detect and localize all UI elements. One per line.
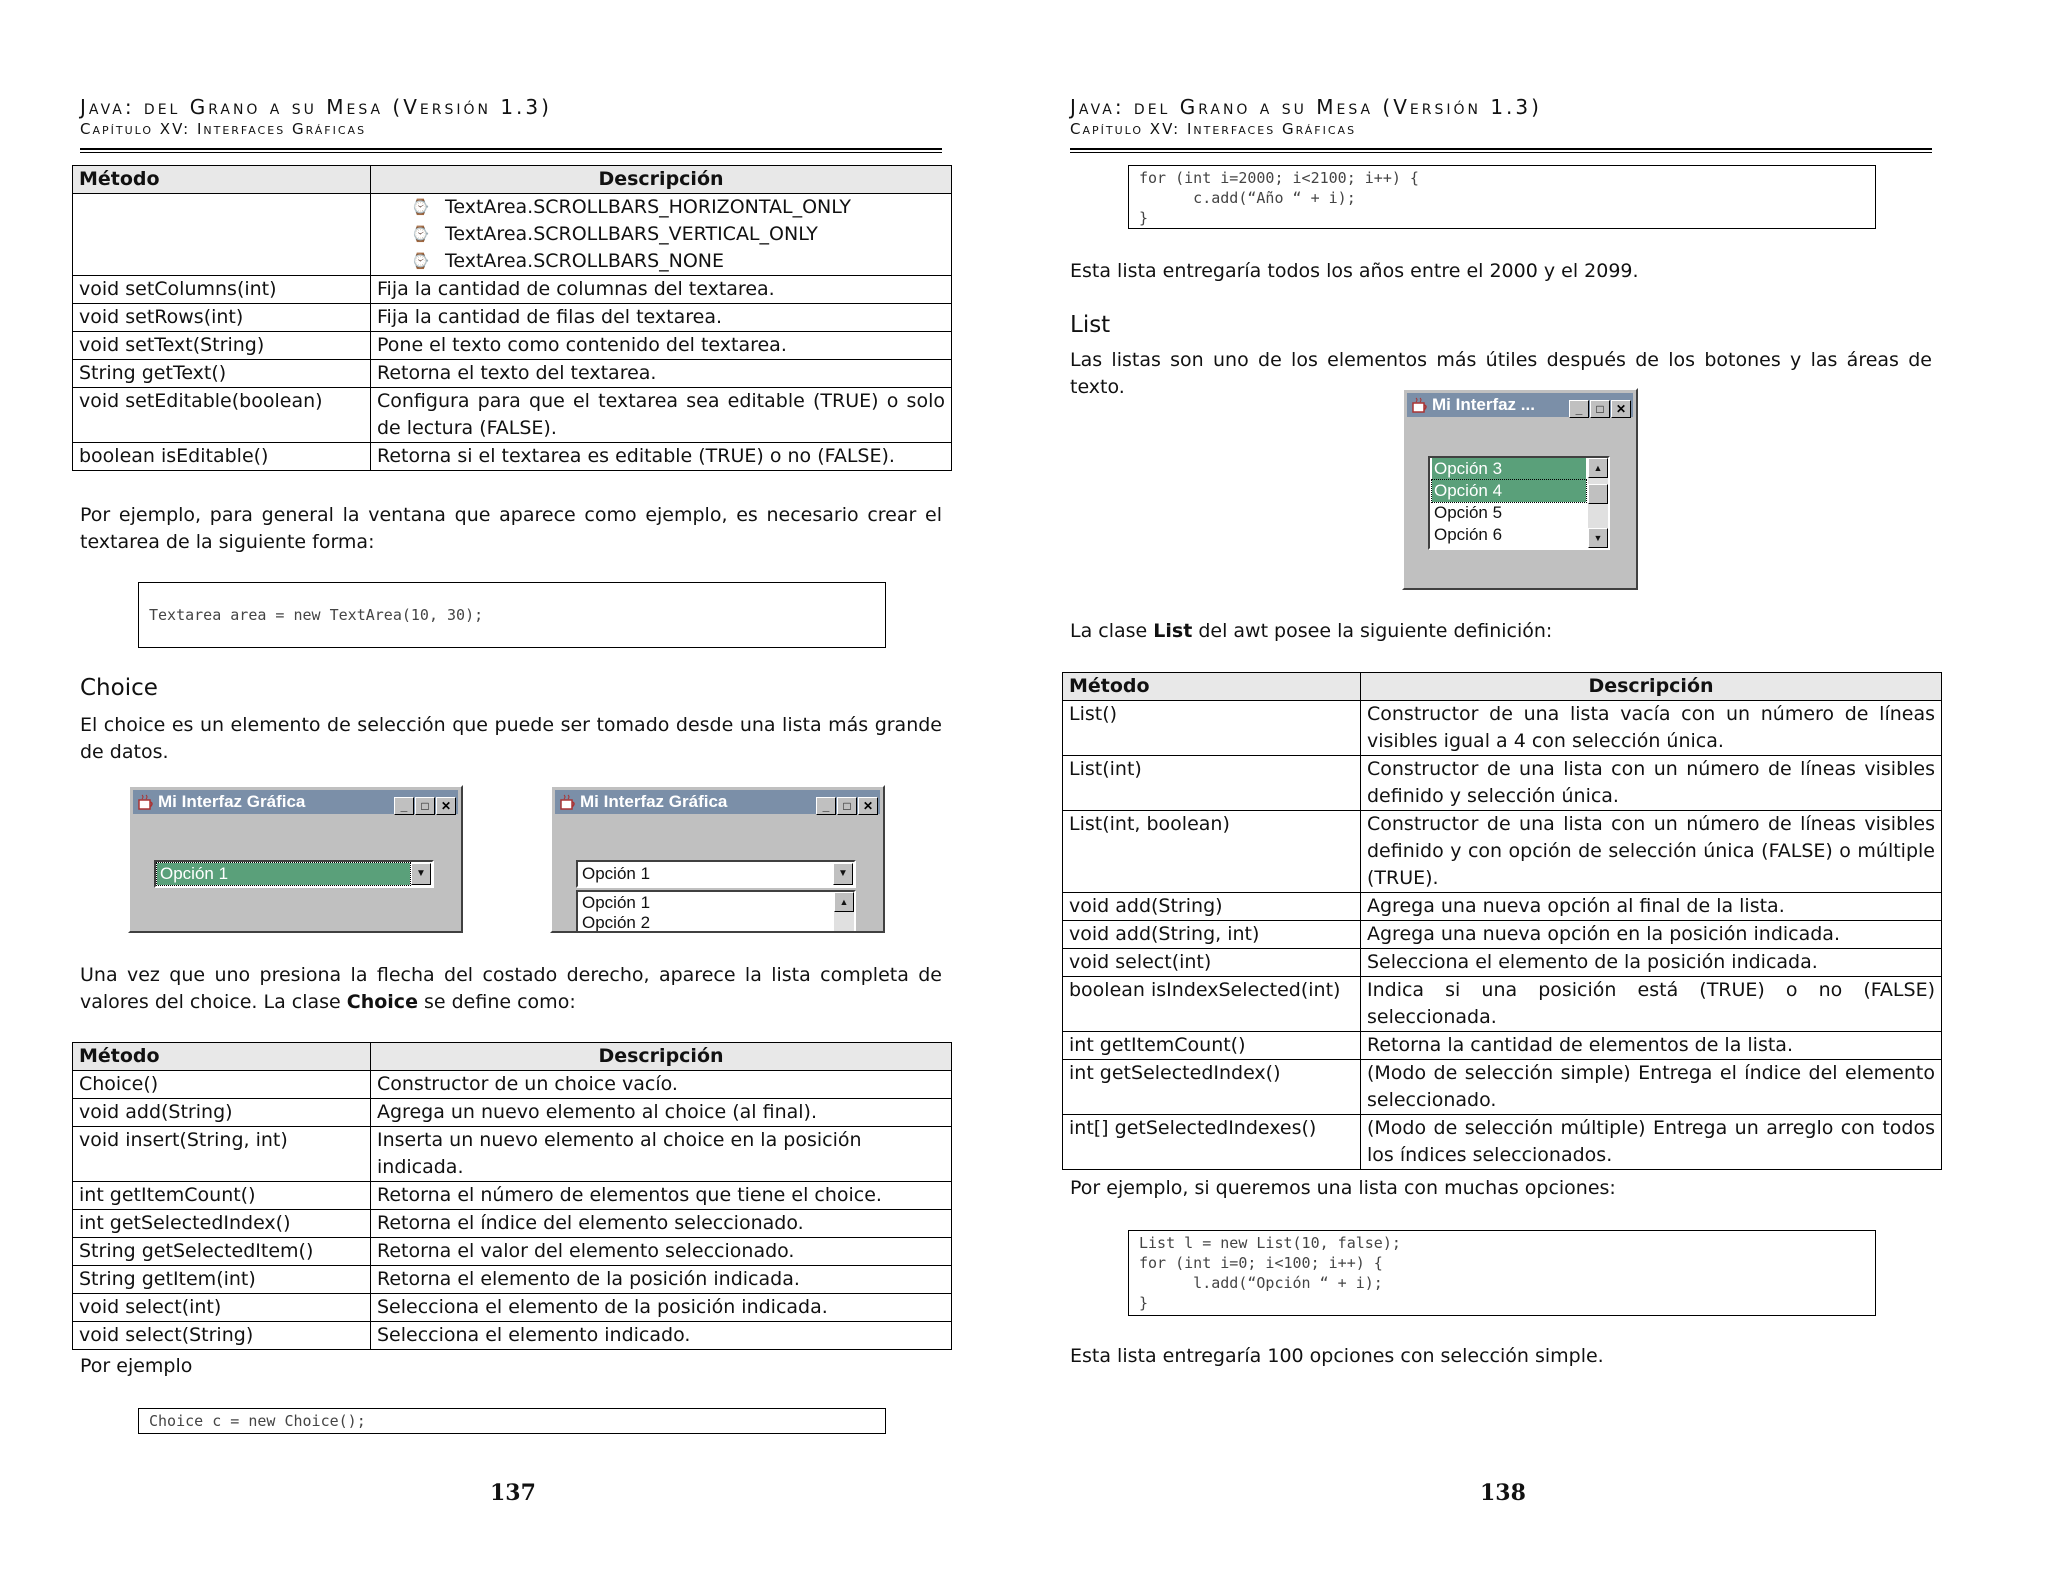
book-title: Java: del Grano a su Mesa (Versión 1.3) — [1070, 95, 1542, 119]
chevron-down-icon[interactable]: ▼ — [411, 863, 431, 885]
list-item[interactable]: Opción 6 — [1434, 525, 1503, 544]
table-row: int getSelectedIndex() Retorna el índice del elemento seleccionado. — [73, 1210, 952, 1238]
list-methods-table — [1062, 672, 1942, 1170]
header-rule — [1070, 148, 1932, 153]
table-row: void setText(String) Pone el texto como contenido del textarea. — [73, 332, 952, 360]
table-head-description: Descripción — [1361, 673, 1942, 701]
table-row: int getItemCount() Retorna el número de elementos que tiene el choice. — [73, 1182, 952, 1210]
scrollbar-constants-list — [377, 194, 945, 275]
choice-dropdown[interactable] — [154, 860, 434, 888]
table-row: void insert(String, int) Inserta un nuevo elemento al choice en la posición indicada. — [73, 1127, 952, 1182]
chapter-title: Capítulo XV: Interfaces Gráficas — [1070, 120, 1357, 138]
list-item: ⌚ TextArea.SCROLLBARS_VERTICAL_ONLY — [445, 221, 945, 248]
page-number: 137 — [490, 1480, 536, 1506]
chevron-down-icon[interactable]: ▼ — [833, 863, 853, 885]
list-item[interactable]: Opción 3 — [1432, 458, 1586, 480]
close-icon[interactable]: ✕ — [858, 797, 878, 815]
table-row: boolean isEditable() Retorna si el textarea es editable (TRUE) o no (FALSE). — [73, 443, 952, 471]
table-row: int getItemCount() Retorna la cantidad de elementos de la lista. — [1063, 1032, 1942, 1060]
paragraph: Esta lista entregaría 100 opciones con selección simple. — [1070, 1345, 1604, 1367]
list-item[interactable]: Opción 1 — [582, 893, 651, 912]
chevron-up-icon[interactable]: ▲ — [834, 892, 854, 912]
list-item: ⌚ TextArea.SCROLLBARS_NONE — [445, 248, 945, 275]
table-row: int getSelectedIndex() (Modo de selección simple) Entrega el índice del elemento seleccionado. — [1063, 1060, 1942, 1115]
table-head-description: Descripción — [371, 1043, 952, 1071]
chevron-up-icon[interactable]: ▲ — [1588, 458, 1608, 478]
table-row: void select(String) Selecciona el elemento indicado. — [73, 1322, 952, 1350]
table-row: List(int) Constructor de una lista con un número de líneas visibles definido y selección única. — [1063, 756, 1942, 811]
paragraph: La clase List del awt posee la siguiente definición: — [1070, 620, 1553, 642]
java-cup-icon — [1411, 396, 1429, 414]
close-icon[interactable]: ✕ — [436, 797, 456, 815]
book-title: Java: del Grano a su Mesa (Versión 1.3) — [80, 95, 552, 119]
table-row: void add(String) Agrega una nueva opción al final de la lista. — [1063, 893, 1942, 921]
table-head-description: Descripción — [371, 166, 952, 194]
code-block: List l = new List(10, false); for (int i=0; i<100; i++) { l.add(“Opción “ + i); } — [1128, 1230, 1876, 1316]
table-head-method: Método — [73, 1043, 371, 1071]
choice-dropdown-list — [576, 890, 856, 931]
list-item: ⌚ TextArea.SCROLLBARS_HORIZONTAL_ONLY — [445, 194, 945, 221]
table-row: void setColumns(int) Fija la cantidad de columnas del textarea. — [73, 276, 952, 304]
window-titlebar — [133, 790, 458, 814]
choice-selected-value: Opción 1 — [582, 864, 651, 883]
list-item[interactable]: Opción 4 — [1432, 480, 1586, 502]
close-icon[interactable]: ✕ — [1611, 400, 1631, 418]
paragraph: El choice es un elemento de selección que puede ser tomado desde una lista más grande de datos. — [80, 714, 942, 763]
table-head-method: Método — [73, 166, 371, 194]
code-block: for (int i=2000; i<2100; i++) { c.add(“Año “ + i); } — [1128, 165, 1876, 229]
header-rule — [80, 148, 942, 153]
window-title: Mi Interfaz ... — [1432, 395, 1535, 414]
code-block: Textarea area = new TextArea(10, 30); — [138, 582, 886, 648]
chevron-down-icon[interactable]: ▼ — [1588, 528, 1608, 548]
chapter-title: Capítulo XV: Interfaces Gráficas — [80, 120, 367, 138]
scrollbar[interactable] — [834, 892, 854, 931]
table-head-method: Método — [1063, 673, 1361, 701]
maximize-icon[interactable]: □ — [837, 797, 857, 815]
table-row: void setEditable(boolean) Configura para que el textarea sea editable (TRUE) o solo de lectura (FALSE). — [73, 388, 952, 443]
table-row — [73, 194, 952, 276]
right-page — [990, 0, 2014, 1582]
table-row: String getText() Retorna el texto del textarea. — [73, 360, 952, 388]
table-row: void add(String) Agrega un nuevo elemento al choice (al final). — [73, 1099, 952, 1127]
java-cup-icon — [137, 793, 155, 811]
list-box[interactable] — [1428, 456, 1610, 550]
table-row: void select(int) Selecciona el elemento de la posición indicada. — [73, 1294, 952, 1322]
paragraph: Esta lista entregaría todos los años entre el 2000 y el 2099. — [1070, 260, 1639, 282]
table-row: void select(int) Selecciona el elemento de la posición indicada. — [1063, 949, 1942, 977]
textarea-methods-table — [72, 165, 952, 471]
paragraph: Las listas son uno de los elementos más útiles después de los botones y las áreas de texto. — [1070, 349, 1932, 398]
choice-window-closed — [128, 785, 463, 933]
page-number: 138 — [1480, 1480, 1526, 1506]
scrollbar[interactable] — [1588, 458, 1608, 548]
table-row: void add(String, int) Agrega una nueva opción en la posición indicada. — [1063, 921, 1942, 949]
table-row: int[] getSelectedIndexes() (Modo de selección múltiple) Entrega un arreglo con todos los índices seleccionados. — [1063, 1115, 1942, 1170]
table-row: boolean isIndexSelected(int) Indica si una posición está (TRUE) o no (FALSE) seleccionada. — [1063, 977, 1942, 1032]
list-item[interactable]: Opción 2 — [582, 913, 651, 931]
window-title: Mi Interfaz Gráfica — [580, 792, 728, 811]
section-heading-list: List — [1070, 312, 1111, 338]
table-row: String getSelectedItem() Retorna el valor del elemento seleccionado. — [73, 1238, 952, 1266]
list-window — [1402, 388, 1638, 590]
choice-dropdown[interactable] — [576, 860, 856, 888]
choice-selected-value: Opción 1 — [157, 863, 410, 885]
table-row: Choice() Constructor de un choice vacío. — [73, 1071, 952, 1099]
paragraph: Por ejemplo — [80, 1355, 193, 1377]
choice-window-open — [550, 785, 885, 933]
maximize-icon[interactable]: □ — [1590, 400, 1610, 418]
scrollbar-thumb[interactable] — [1588, 484, 1608, 504]
list-item[interactable]: Opción 5 — [1434, 503, 1503, 522]
java-cup-icon — [559, 793, 577, 811]
section-heading-choice: Choice — [80, 675, 158, 701]
table-row: List(int, boolean) Constructor de una lista con un número de líneas visibles definido y con opción de selección única (FALSE) o múltiple (TRUE). — [1063, 811, 1942, 893]
maximize-icon[interactable]: □ — [415, 797, 435, 815]
choice-methods-table — [72, 1042, 952, 1350]
minimize-icon[interactable]: _ — [816, 797, 836, 815]
paragraph: Por ejemplo, si queremos una lista con muchas opciones: — [1070, 1177, 1616, 1199]
window-titlebar — [1407, 393, 1633, 417]
table-row: void setRows(int) Fija la cantidad de filas del textarea. — [73, 304, 952, 332]
paragraph: Una vez que uno presiona la flecha del costado derecho, aparece la lista completa de valores del choice. La clase Choice se define como: — [80, 964, 942, 1013]
window-title: Mi Interfaz Gráfica — [158, 792, 306, 811]
minimize-icon[interactable]: _ — [1569, 400, 1589, 418]
paragraph: Por ejemplo, para general la ventana que aparece como ejemplo, es necesario crear el textarea de la siguiente forma: — [80, 504, 942, 553]
table-row: String getItem(int) Retorna el elemento de la posición indicada. — [73, 1266, 952, 1294]
code-block: Choice c = new Choice(); — [138, 1408, 886, 1434]
window-titlebar — [555, 790, 880, 814]
minimize-icon[interactable]: _ — [394, 797, 414, 815]
table-row: List() Constructor de una lista vacía con un número de líneas visibles igual a 4 con selección única. — [1063, 701, 1942, 756]
